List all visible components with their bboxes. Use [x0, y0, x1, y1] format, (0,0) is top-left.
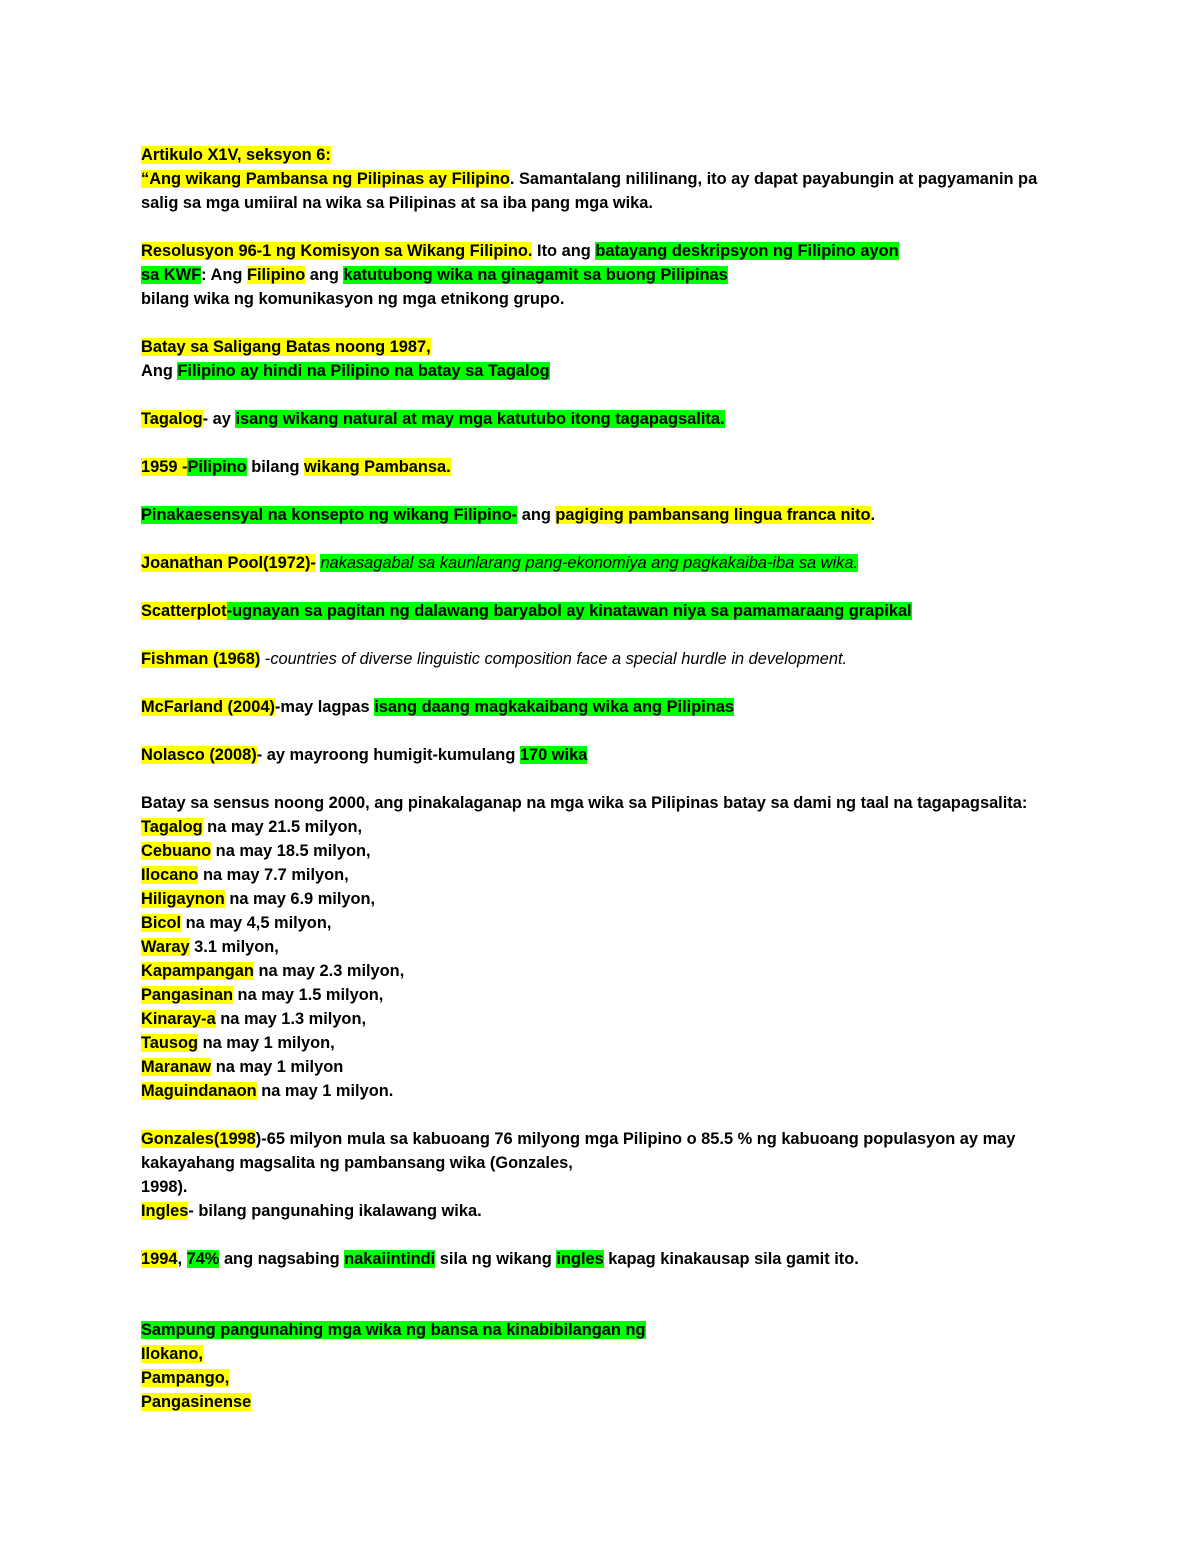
gonzales-statement: )-65 milyon mula sa kabuoang 76 milyong mga Pilipino o 85.5 % ng kabuoang populasyon ay may: [255, 1130, 1016, 1148]
language-speakers: na may 2.3 milyon,: [253, 962, 405, 980]
language-speakers: na may 1 milyon: [211, 1058, 344, 1076]
nolasco-text: - ay mayroong humigit-kumulang: [256, 746, 520, 764]
list-item: [141, 815, 1061, 839]
pool-statement: nakasagabal sa kaunlarang pang-ekonomiya ang pagkakaiba-iba sa wika.: [320, 554, 859, 572]
list-item: [141, 1342, 1061, 1366]
top-language: Pangasinense: [141, 1393, 252, 1411]
year-1959-line: [141, 455, 1061, 479]
gonzales-name: Gonzales(1998: [141, 1130, 256, 1148]
spacer: [141, 767, 1061, 791]
language-speakers: na may 21.5 milyon,: [202, 818, 363, 836]
spacer: [141, 1295, 1061, 1318]
list-item: [141, 1031, 1061, 1055]
spacer: [141, 623, 1061, 647]
language-speakers: na may 6.9 milyon,: [224, 890, 376, 908]
gonzales-line-3: [141, 1175, 1061, 1199]
spacer: [141, 1103, 1061, 1127]
mcfarland-name: McFarland (2004): [141, 698, 275, 716]
year-1959-text: bilang: [246, 458, 305, 476]
pool-name: Joanathan Pool(1972)-: [141, 554, 316, 572]
list-item: [141, 839, 1061, 863]
spacer: [141, 719, 1061, 743]
top-language: Pampango,: [141, 1369, 230, 1387]
resolution-kwf: sa KWF: [141, 266, 202, 284]
language-name: Tausog: [141, 1034, 199, 1052]
quote-start: “Ang wikang Pambansa ng Pilipinas ay: [141, 170, 452, 188]
resolution-communication: bilang wika ng komunikasyon ng mga etnikong grupo.: [141, 290, 565, 308]
census-language-list: [141, 815, 1061, 1103]
language-name: Waray: [141, 938, 190, 956]
language-speakers: na may 4,5 milyon,: [181, 914, 332, 932]
ingles-definition: - bilang pangunahing ikalawang wika.: [188, 1202, 482, 1220]
year-1994-text-2: sila ng wikang: [435, 1250, 557, 1268]
year-1994-line: [141, 1247, 1061, 1271]
language-speakers: na may 18.5 milyon,: [211, 842, 371, 860]
wikang-pambansa: wikang Pambansa.: [304, 458, 451, 476]
language-name: Maguindanaon: [141, 1082, 257, 1100]
resolution-filipino: Filipino: [246, 266, 306, 284]
scatterplot-term: Scatterplot: [141, 602, 227, 620]
fishman-statement: countries of diverse linguistic composition face a special hurdle in development.: [270, 650, 848, 668]
essential-text: ang: [517, 506, 556, 524]
spacer: [141, 479, 1061, 503]
year-1959: 1959 -: [141, 458, 188, 476]
year-1994-text: ang nagsabing: [219, 1250, 345, 1268]
list-item: [141, 887, 1061, 911]
constitution-title: Batay sa Saligang Batas noong 1987,: [141, 338, 431, 356]
gonzales-line-1: [141, 1127, 1061, 1151]
essential-concept: Pinakaesensyal na konsepto ng wikang Filipino-: [141, 506, 518, 524]
fishman-dash: -: [260, 650, 271, 668]
scatterplot-line: [141, 599, 1061, 623]
ingles-line: [141, 1199, 1061, 1223]
quote-filipino: Filipino: [451, 170, 510, 188]
pool-line: [141, 551, 1061, 575]
resolution-line-3: [141, 287, 1061, 311]
spacer: [141, 671, 1061, 695]
resolution-text-2: : Ang: [201, 266, 247, 284]
list-item: [141, 863, 1061, 887]
quote-end: salig sa mga umiiral na wika sa Pilipinas at sa iba pang mga wika.: [141, 194, 653, 212]
tagalog-term: Tagalog: [141, 410, 203, 428]
constitution-statement: Filipino ay hindi na Pilipino na batay sa Tagalog: [177, 362, 550, 380]
language-speakers: 3.1 milyon,: [189, 938, 279, 956]
period: .: [870, 506, 876, 524]
mcfarland-statement: isang daang magkakaibang wika ang Pilipinas: [374, 698, 734, 716]
resolution-text: Ito ang: [532, 242, 596, 260]
census-intro: Batay sa sensus noong 2000, ang pinakalaganap na mga wika sa Pilipinas batay sa dami ng taal na tagapagsalita:: [141, 794, 1028, 812]
resolution-title: Resolusyon 96-1 ng Komisyon sa Wikang Filipino.: [141, 242, 533, 260]
nolasco-line: [141, 743, 1061, 767]
list-item: [141, 911, 1061, 935]
list-item: [141, 935, 1061, 959]
language-speakers: na may 1.3 milyon,: [215, 1010, 367, 1028]
mcfarland-text: -may lagpas: [274, 698, 375, 716]
list-item: [141, 959, 1061, 983]
spacer: [141, 215, 1061, 239]
language-name: Kinaray-a: [141, 1010, 216, 1028]
nolasco-name: Nolasco (2008): [141, 746, 257, 764]
nolasco-count: 170 wika: [519, 746, 588, 764]
comma: ,: [177, 1250, 187, 1268]
article-quote-line-2: [141, 191, 1061, 215]
list-item: [141, 1055, 1061, 1079]
resolution-native-language: katutubong wika na ginagamit sa buong Pilipinas: [343, 266, 728, 284]
year-1994: 1994: [141, 1250, 178, 1268]
language-name: Maranaw: [141, 1058, 212, 1076]
resolution-line-1: [141, 239, 1061, 263]
resolution-description: batayang deskripsyon ng Filipino ayon: [595, 242, 899, 260]
tagalog-line: [141, 407, 1061, 431]
spacer: [141, 311, 1061, 335]
spacer: [141, 383, 1061, 407]
language-name: Hiligaynon: [141, 890, 225, 908]
language-speakers: na may 1 milyon,: [198, 1034, 335, 1052]
list-item: [141, 1390, 1061, 1414]
percent-74: 74%: [186, 1250, 220, 1268]
tagalog-text: - ay: [202, 410, 236, 428]
constitution-line-2: [141, 359, 1061, 383]
gonzales-statement-2: kakayahang magsalita ng pambansang wika (Gonzales,: [141, 1154, 573, 1172]
fishman-name: Fishman (1968): [141, 650, 261, 668]
gonzales-year: 1998).: [141, 1178, 188, 1196]
essential-concept-line: [141, 503, 1061, 527]
list-item: [141, 983, 1061, 1007]
top-languages-title: Sampung pangunahing mga wika ng bansa na kinabibilangan ng: [141, 1321, 646, 1339]
mcfarland-line: [141, 695, 1061, 719]
nakaiintindi: nakaiintindi: [344, 1250, 436, 1268]
pilipino-term: Pilipino: [187, 458, 247, 476]
constitution-text: Ang: [141, 362, 178, 380]
language-name: Ilocano: [141, 866, 199, 884]
language-speakers: na may 7.7 milyon,: [198, 866, 349, 884]
ingles-highlight: ingles: [556, 1250, 604, 1268]
article-heading: Artikulo X1V, seksyon 6:: [141, 146, 331, 164]
spacer: [141, 1223, 1061, 1247]
tagalog-definition: isang wikang natural at may mga katutubo itong tagapagsalita.: [235, 410, 725, 428]
spacer: [141, 575, 1061, 599]
language-speakers: na may 1 milyon.: [256, 1082, 394, 1100]
scatterplot-definition: -ugnayan sa pagitan ng dalawang baryabol ay kinatawan niya sa pamamaraang grapikal: [226, 602, 912, 620]
resolution-text-3: ang: [305, 266, 344, 284]
gonzales-line-2: [141, 1151, 1061, 1175]
top-language: Ilokano,: [141, 1345, 203, 1363]
fishman-line: [141, 647, 1061, 671]
article-quote-line-1: [141, 167, 1061, 191]
constitution-line-1: [141, 335, 1061, 359]
language-name: Pangasinan: [141, 986, 233, 1004]
list-item: [141, 1079, 1061, 1103]
top-languages-title-line: [141, 1318, 1061, 1342]
language-name: Cebuano: [141, 842, 212, 860]
language-name: Kapampangan: [141, 962, 254, 980]
language-name: Tagalog: [141, 818, 203, 836]
language-name: Bicol: [141, 914, 182, 932]
article-heading-line: [141, 143, 1061, 167]
resolution-line-2: [141, 263, 1061, 287]
spacer: [141, 527, 1061, 551]
lingua-franca: pagiging pambansang lingua franca nito: [555, 506, 871, 524]
list-item: [141, 1366, 1061, 1390]
census-intro-line: [141, 791, 1061, 815]
quote-continuation: . Samantalang nililinang, ito ay dapat payabungin at pagyamanin pa: [509, 170, 1038, 188]
spacer: [141, 431, 1061, 455]
language-speakers: na may 1.5 milyon,: [233, 986, 384, 1004]
spacer: [141, 1271, 1061, 1295]
document-body: [141, 141, 1061, 1414]
ingles-term: Ingles: [141, 1202, 189, 1220]
list-item: [141, 1007, 1061, 1031]
year-1994-text-3: kapag kinakausap sila gamit ito.: [603, 1250, 859, 1268]
